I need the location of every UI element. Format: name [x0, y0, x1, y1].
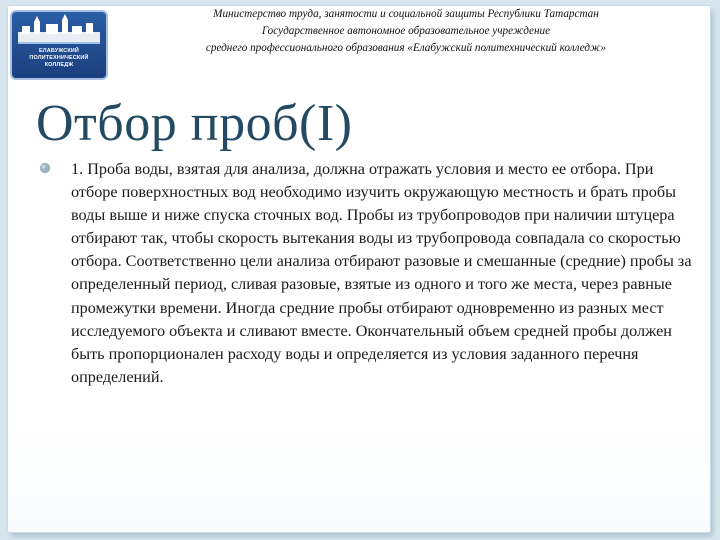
logo-line: ЕЛАБУЖСКИЙ: [38, 48, 80, 54]
logo-text: [12, 48, 106, 69]
bullet-text: 1. Проба воды, взятая для анализа, должна отражать условия и место ее отбора. При отборе поверхностных вод необходимо изучить окружающую местность и брать пробы воды выше и ниже спуска сточных вод. Пробы из трубопроводов при наличии штуцера отбирают так, чтобы скорость вытекания воды из трубопровода совпадала со скоростью отбора. Соответственно цели анализа отбирают разовые и смешанные (средние) пробы за определенный период, сливая разовые, взятые из одного и того же места, через равные промежутки времени. Иногда средние пробы отбирают одновременно из разных мест исследуемого объекта и сливают вместе. Окончательный объем средней пробы должен быть пропорционален расходу воды и определяется из условия заданного перечня определений.: [71, 160, 692, 386]
bullet-icon: [38, 161, 52, 175]
logo-line: КОЛЛЕДЖ: [44, 62, 74, 68]
logo-line: ПОЛИТЕХНИЧЕСКИЙ: [29, 55, 89, 61]
slide-content: [38, 158, 698, 389]
header-ministry: Министерство труда, занятости и социальной защиты Республики Татарстан: [213, 8, 599, 20]
slide-title: Отбор проб(I): [36, 95, 353, 152]
college-logo: [10, 10, 108, 80]
header-institution-name: среднего профессионального образования «Елабужский политехнический колледж»: [205, 42, 607, 54]
bullet-item: [38, 158, 698, 389]
skyline-icon: [12, 12, 106, 48]
header-institution-type: Государственное автономное образовательное учреждение: [261, 25, 551, 37]
institution-header: [116, 6, 696, 57]
slide: [8, 6, 710, 532]
